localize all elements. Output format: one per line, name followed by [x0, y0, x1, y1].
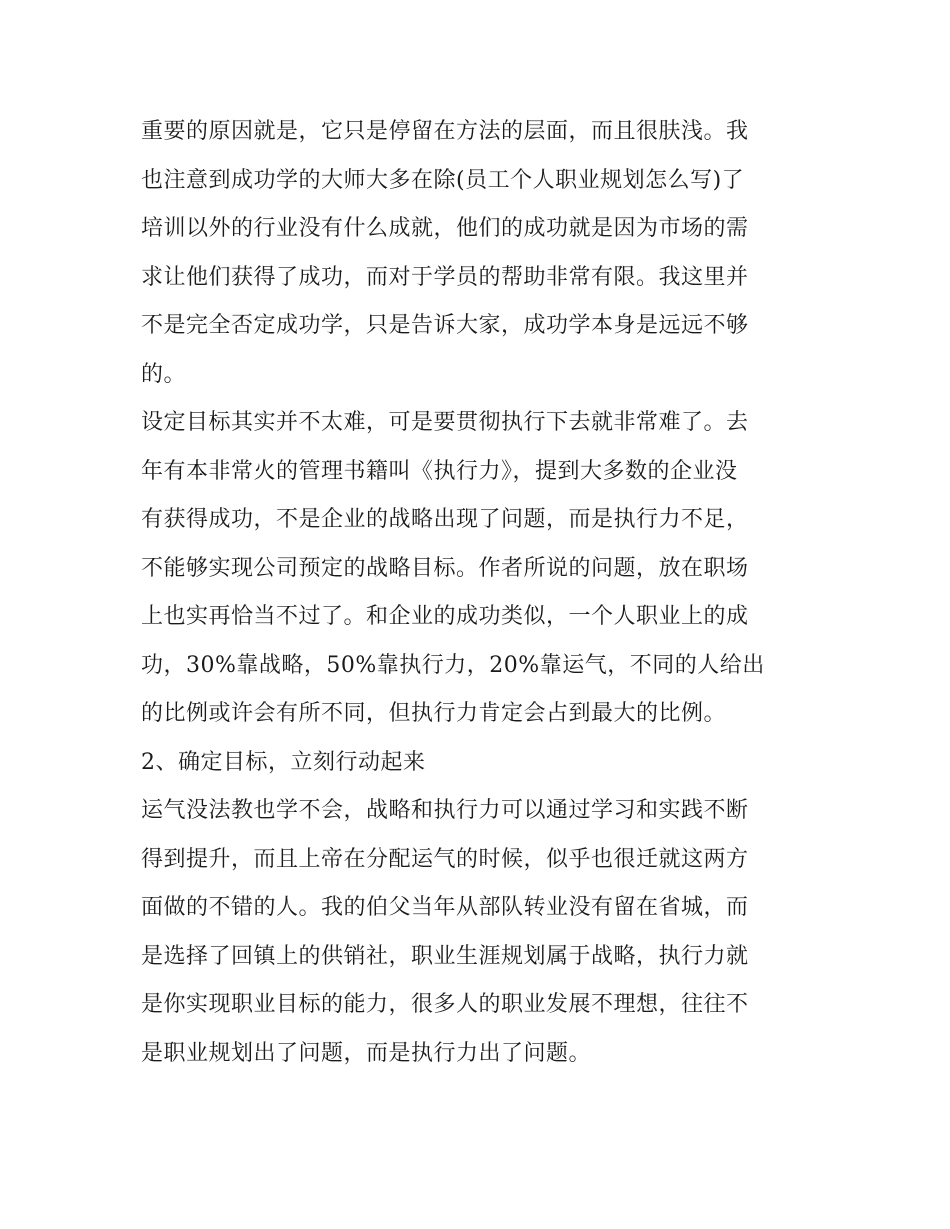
text-line: 是你实现职业目标的能力，很多人的职业发展不理想，往往不 [141, 992, 749, 1017]
text-line: 也注意到成功学的大师大多在除(员工个人职业规划怎么写)了 [141, 167, 745, 193]
text-line: 面做的不错的人。我的伯父当年从部队转业没有留在省城，而 [141, 895, 749, 920]
text-line: 得到提升，而且上帝在分配运气的时候，似乎也很迁就这两方 [141, 846, 749, 872]
text-line: 是选择了回镇上的供销社，职业生涯规划属于战略，执行力就 [141, 943, 749, 969]
text-line: 培训以外的行业没有什么成就，他们的成功就是因为市场的需 [141, 216, 749, 241]
section-heading: 2、确定目标，立刻行动起来 [141, 749, 426, 775]
body-text [141, 108, 821, 1078]
text-line: 功，30%靠战略，50%靠执行力，20%靠运气，不同的人给出 [141, 652, 765, 678]
text-line: 不是完全否定成功学，只是告诉大家，成功学本身是远远不够 [141, 313, 749, 338]
text-line: 年有本非常火的管理书籍叫《执行力》，提到大多数的企业没 [141, 458, 738, 484]
text-line: 重要的原因就是，它只是停留在方法的层面，而且很肤浅。我 [141, 119, 749, 144]
text-line: 设定目标其实并不太难，可是要贯彻执行下去就非常难了。去 [141, 410, 749, 435]
text-line: 的比例或许会有所不同，但执行力肯定会占到最大的比例。 [141, 701, 727, 726]
text-line: 运气没法教也学不会，战略和执行力可以通过学习和实践不断 [141, 798, 749, 823]
text-line: 有获得成功，不是企业的战略出现了问题，而是执行力不足， [141, 507, 749, 532]
text-line: 上也实再恰当不过了。和企业的成功类似，一个人职业上的成 [141, 604, 749, 629]
text-line: 是职业规划出了问题，而是执行力出了问题。 [141, 1040, 592, 1066]
text-line: 的。 [141, 361, 187, 387]
text-line: 不能够实现公司预定的战略目标。作者所说的问题，放在职场 [141, 555, 749, 581]
text-line: 求让他们获得了成功，而对于学员的帮助非常有限。我这里并 [141, 264, 749, 290]
